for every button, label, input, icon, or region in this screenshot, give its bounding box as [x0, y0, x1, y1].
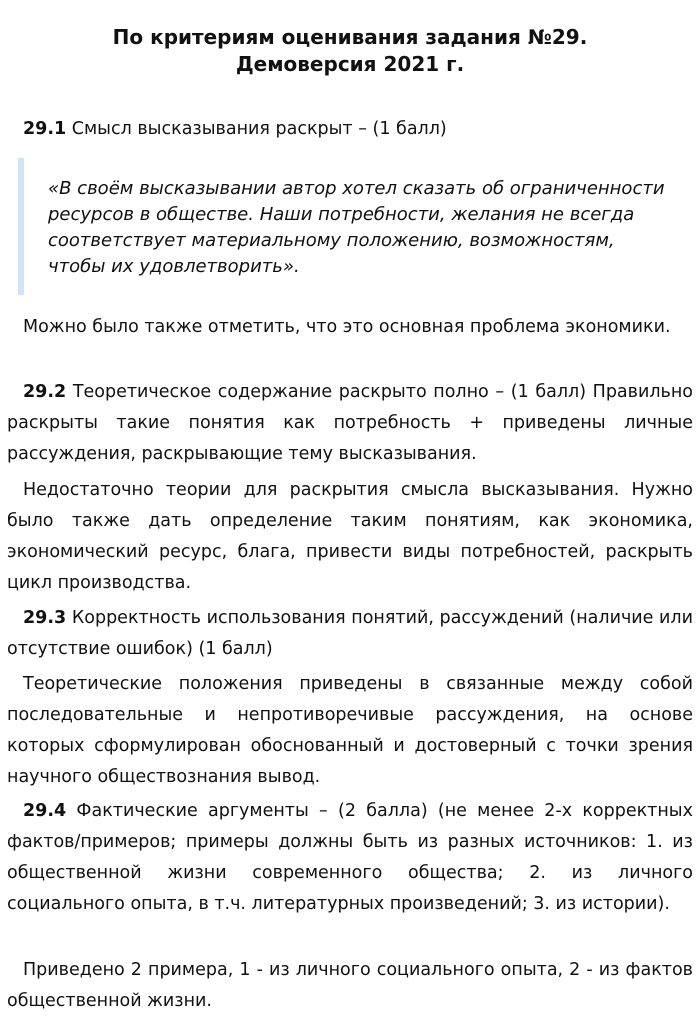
criterion-text: Корректность использования понятий, рассуждений (наличие или отсутствие ошибок) (1 балл) [7, 608, 693, 659]
criterion-29-3 [7, 603, 693, 665]
criterion-29-4 [7, 796, 693, 920]
criterion-text: Фактические аргументы – (2 балла) (не менее 2-х корректных фактов/примеров; примеры должны быть из разных источников: 1. из общественной жизни современного общества; 2. из личного социального опыта, в т.ч. литературных произведений; 3. из истории). [7, 801, 693, 914]
criterion-number: 29.3 [23, 608, 67, 628]
criterion-number: 29.2 [23, 382, 67, 402]
comment-paragraph-4: Приведено 2 примера, 1 - из личного социального опыта, 2 - из фактов общественной жизни. [7, 960, 693, 1011]
comment-paragraph-2: Недостаточно теории для раскрытия смысла высказывания. Нужно было также дать определение таким понятиям, как экономика, экономический ресурс, блага, привести виды потребностей, раскрыть цикл производства. [7, 480, 693, 593]
comment-paragraph-1: Можно было также отметить, что это основная проблема экономики. [23, 317, 671, 337]
criterion-number: 29.4 [23, 801, 67, 821]
comment-paragraph-3: Теоретические положения приведены в связанные между собой последовательные и непротиворечивые рассуждения, на основе которых сформулирован обоснованный и достоверный с точки зрения научного обществознания вывод. [7, 674, 693, 787]
quote-text: «В своём высказывании автор хотел сказать об ограниченности ресурсов в обществе. Наши потребности, желания не всегда соответствует материальному положению, возможностям, чтобы их удовлетворить». [48, 178, 665, 277]
quote-block [18, 158, 678, 295]
criterion-text: Теоретическое содержание раскрыто полно – (1 балл) Правильно раскрыты такие понятия как потребность + приведены личные рассуждения, раскрывающие тему высказывания. [7, 382, 693, 464]
criterion-text: Смысл высказывания раскрыт – (1 балл) [71, 119, 447, 139]
page-title-line-1: По критериям оценивания задания №29. [112, 25, 588, 49]
criterion-29-2 [7, 377, 693, 470]
criterion-number: 29.1 [23, 119, 67, 139]
page-title-line-2: Демоверсия 2021 г. [235, 52, 465, 76]
page-title [40, 24, 660, 78]
criterion-29-1 [7, 114, 693, 145]
